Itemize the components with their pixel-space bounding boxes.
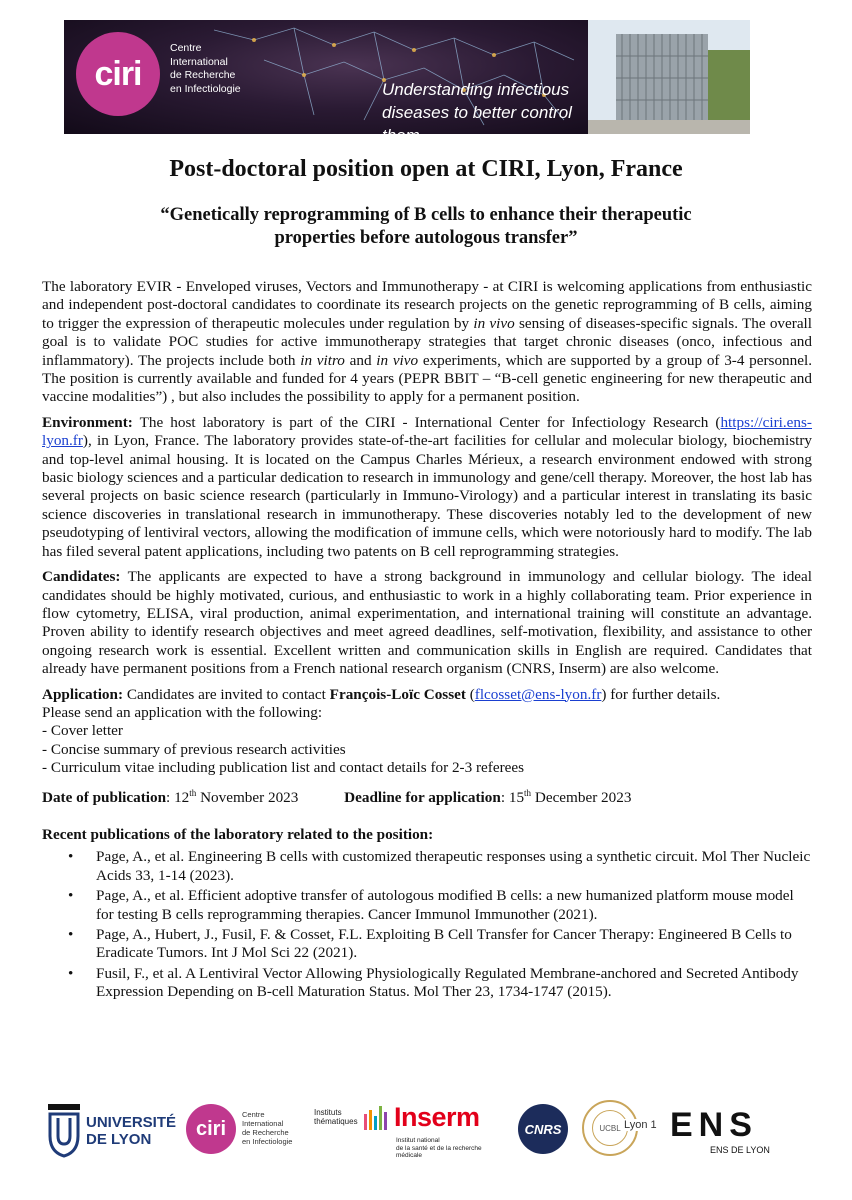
lyon1-logo xyxy=(582,1100,666,1158)
building-illustration xyxy=(588,20,750,134)
cnrs-wordmark: CNRS xyxy=(524,1121,562,1137)
publication-item: • Page, A., Hubert, J., Fusil, F. & Cosset, F.L. Exploiting B Cell Transfer for Cancer Therapy: Engineered B Cells to Eradicate Tumors. Int J Mol Sci 22 (2021). xyxy=(96,926,812,963)
ciri-footer-circle xyxy=(186,1104,236,1154)
contact-name: François-Loïc Cosset xyxy=(329,685,466,703)
cnrs-logo xyxy=(518,1104,568,1154)
environment-paragraph: Environment: The host laboratory is part of the CIRI - International Center for Infectiology Research (https://ciri.ens-lyon.fr), in Lyon, France. The laboratory provides state-of-the-art facilities for cellular and molecular biology, biochemistry and top-level animal housing. It is located on the Campus Charles Mérieux, a research environment endowed with strong basic biology sciences and a particular dedication to research in immunology and gene/cell therapy. Moreover, the host lab has several projects on basic science research (particularly in Immuno-Virology) and a particular interest in translating its basic science discoveries in translational research in immunotherapy. These discoveries notably led to the development of new pseudotyping of lentiviral vectors, allowing the modification of immune cells, which were notoriously hard to modify. The lab has filed several patent applications, including two patents on B cell reprogramming strategies. xyxy=(42,413,812,560)
publications-list xyxy=(42,848,812,1001)
building-photo xyxy=(588,20,750,134)
ciri-logo-text: ciri xyxy=(94,54,142,93)
ciri-footer-name: Centre International de Recherche en Infectiologie xyxy=(242,1110,293,1146)
publication-item: • Page, A., et al. Efficient adoptive transfer of autologous modified B cells: a new humanized platform mouse model for testing B cells reprogramming therapies. Cancer Immunol Immunother (2021). xyxy=(96,887,812,924)
center-name-line: International xyxy=(170,55,228,68)
environment-label: Environment: xyxy=(42,413,133,431)
dates-line xyxy=(42,784,812,807)
banner-tagline: Understanding infectious diseases to better control them xyxy=(382,80,572,145)
ul-line-2: DE LYON xyxy=(86,1131,152,1148)
application-item: - Cover letter xyxy=(42,722,123,740)
header-banner xyxy=(64,20,750,145)
ciri-footer-logo-text: ciri xyxy=(195,1117,227,1140)
document-body xyxy=(42,278,812,1004)
ul-line-1: UNIVERSITÉ xyxy=(86,1114,177,1131)
ciri-footer-logo xyxy=(186,1104,296,1156)
universite-de-lyon-logo xyxy=(46,1100,176,1160)
contact-email-link[interactable]: flcosset@ens-lyon.fr xyxy=(474,685,602,703)
lyon1-wordmark: Lyon 1 xyxy=(624,1119,657,1131)
application-deadline: Deadline for application: 15th December 2023 xyxy=(344,787,632,806)
center-name-line: de Recherche xyxy=(170,69,236,81)
ens-subtitle: ENS DE LYON xyxy=(710,1145,770,1155)
application-label: Application: xyxy=(42,685,124,703)
instituts-thematiques: Instituts thématiques xyxy=(314,1108,358,1126)
ciri-logo-circle xyxy=(76,32,160,116)
partner-logos xyxy=(0,1096,852,1166)
position-subtitle: “Genetically reprogramming of B cells to enhance their therapeutic properties before autologous transfer” xyxy=(160,205,692,248)
ciri-center-name xyxy=(170,42,241,96)
candidates-label: Candidates: xyxy=(42,568,121,586)
application-instruction: Please send an application with the following: xyxy=(42,703,323,721)
inserm-wordmark: Inserm xyxy=(394,1102,480,1132)
publications-heading: Recent publications of the laboratory related to the position: xyxy=(42,826,434,844)
publication-item: • Fusil, F., et al. A Lentiviral Vector Allowing Physiologically Regulated Membrane-anchored and Secreted Antibody Expression Depending on B-cell Maturation Status. Mol Ther 23, 1734-1747 (2015). xyxy=(96,965,812,1002)
application-section: Application: Candidates are invited to contact François-Loïc Cosset (flcosset@ens-lyon.fr) for further details. Please send an application with the following: - Cover letter - Concise summary of previous research activities - Curriculum vitae including publication list and contact details for 2-3 referees xyxy=(42,686,812,778)
lyon1-emblem: UCBL xyxy=(592,1110,628,1146)
application-item: - Concise summary of previous research activities xyxy=(42,740,346,758)
inserm-subtitle: Institut national de la santé et de la recherche médicale xyxy=(396,1137,482,1159)
center-name-line: en Infectiologie xyxy=(170,82,241,95)
instituts-bars-icon xyxy=(364,1106,390,1130)
center-name-line: Centre xyxy=(170,42,202,54)
lion-shield-icon xyxy=(46,1100,82,1158)
inserm-logo xyxy=(314,1102,504,1159)
ciri-website-link[interactable]: https://ciri.ens-lyon.fr xyxy=(42,413,812,450)
ens-wordmark: ENS xyxy=(670,1106,758,1144)
candidates-paragraph: Candidates: The applicants are expected to have a strong background in immunology and cellular biology. The ideal candidates should be highly motivated, curious, and enthusiastic to work in a highly collaborating team. Prior experience in flow cytometry, ELISA, viral production, animal experimentation, and international training will constitute an advantage. Proven ability to identify research objectives and meet agreed deadlines, self-motivation, flexibility, and assistance to other ongoing research work is essential. Excellent written and communication skills in English are required. Candidates that already have permanent positions from a French national research organism (CNRS, Inserm) are also welcome. xyxy=(42,568,812,678)
application-item: - Curriculum vitae including publication list and contact details for 2-3 referees xyxy=(42,759,525,777)
intro-paragraph: The laboratory EVIR - Enveloped viruses, Vectors and Immunotherapy - at CIRI is welcoming applications from enthusiastic and independent post-doctoral candidates to coordinate its research projects on the genetic reprogramming of B cells, aiming to trigger the expression of therapeutic molecules under regulation by in vivo sensing of diseases-specific signals. The overall goal is to validate POC studies for active immunotherapy strategies that target chronic diseases (onco, infectious and inflammatory). The projects include both in vitro and in vivo experiments, which are supported by a group of 3-4 personnel. The position is currently available and funded for 4 years (PEPR BBIT – “B-cell genetic engineering for new therapeutic and vaccine modalities”) , but also includes the possibility to apply for a permanent position. xyxy=(42,278,813,406)
publication-item: • Page, A., et al. Engineering B cells with customized therapeutic responses using a synthetic circuit. Mol Ther Nucleic Acids 33, 1-14 (2023). xyxy=(96,848,812,885)
page-title: Post-doctoral position open at CIRI, Lyon, France xyxy=(169,156,683,182)
publication-date: Date of publication: 12th November 2023 xyxy=(42,787,299,806)
ens-de-lyon-logo xyxy=(670,1108,780,1158)
